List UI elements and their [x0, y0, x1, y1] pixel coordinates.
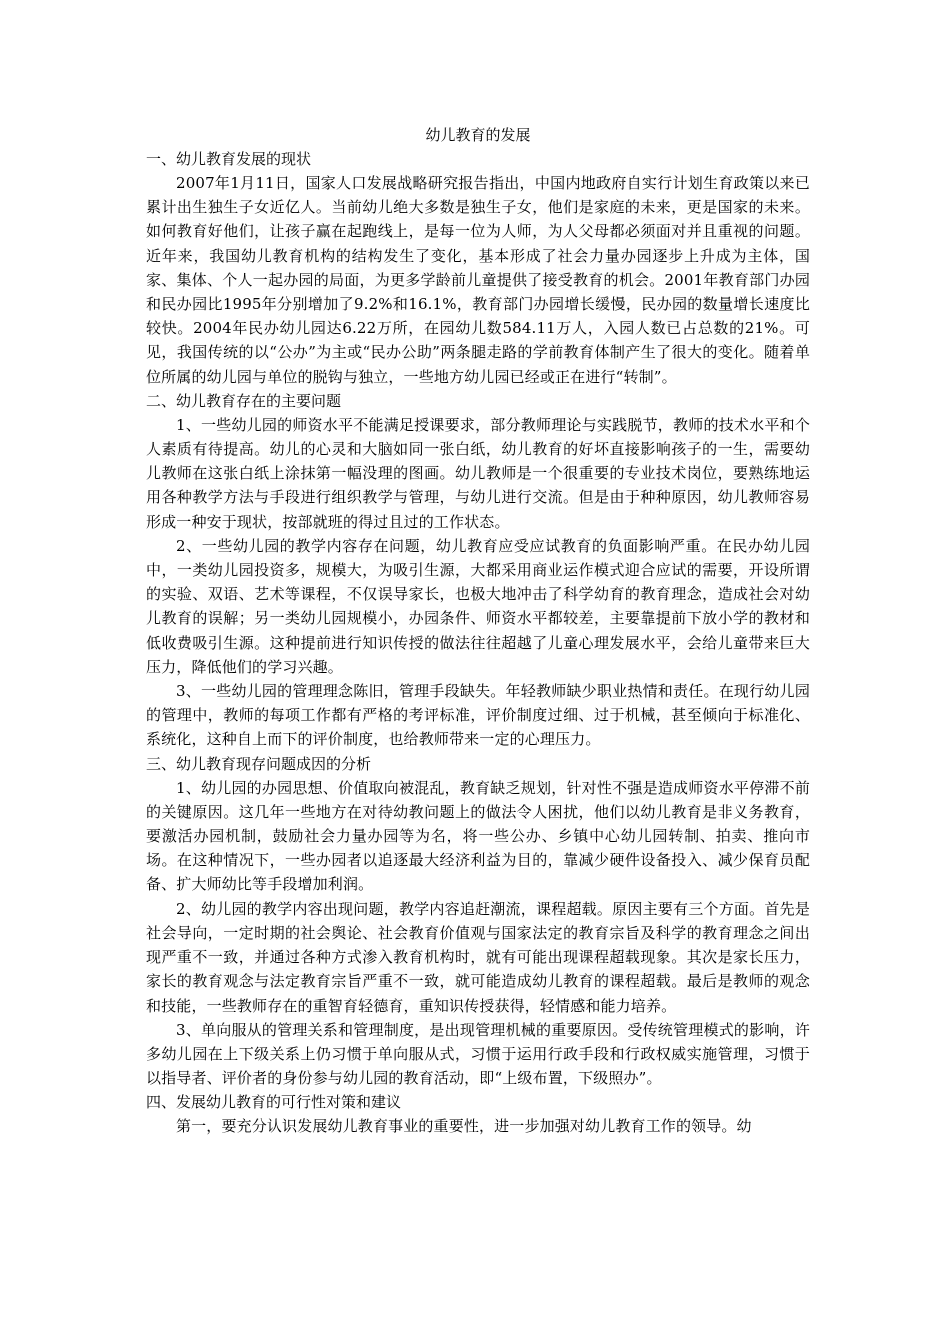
document-page [146, 123, 810, 1139]
section-heading: 一、幼儿教育发展的现状 [146, 150, 312, 168]
paragraph: 2、幼儿园的教学内容出现问题，教学内容追赶潮流，课程超载。原因主要有三个方面。首先是社会导向，一定时期的社会舆论、社会教育价值观与国家法定的教育宗旨及科学的教育理念之间出现严重不一致，并通过各种方式渗入教育机构时，就有可能出现课程超载现象。其次是家长压力，家长的教育观念与法定教育宗旨严重不一致，就可能造成幼儿教育的课程超载。最后是教师的观念和技能，一些教师存在的重智育轻德育，重知识传授获得，轻情感和能力培养。 [146, 899, 810, 1015]
paragraph: 3、一些幼儿园的管理理念陈旧，管理手段缺失。年轻教师缺少职业热情和责任。在现行幼儿园的管理中，教师的每项工作都有严格的考评标准，评价制度过细、过于机械，甚至倾向于标准化、系统化，这种自上而下的评价制度，也给教师带来一定的心理压力。 [146, 682, 810, 749]
section-heading: 四、发展幼儿教育的可行性对策和建议 [146, 1093, 402, 1112]
paragraph: 第一，要充分认识发展幼儿教育事业的重要性，进一步加强对幼儿教育工作的领导。幼 [176, 1117, 752, 1136]
paragraph: 1、幼儿园的办园思想、价值取向被混乱，教育缺乏规划，针对性不强是造成师资水平停滞不前的关键原因。这几年一些地方在对待幼教问题上的做法令人困扰，他们以幼儿教育是非义务教育，要激活办园机制，鼓励社会力量办园等为名，将一些公办、乡镇中心幼儿园转制、拍卖、推向市场。在这种情况下，一些办园者以追逐最大经济利益为目的，靠减少硬件设备投入、减少保育员配备、扩大师幼比等手段增加利润。 [146, 778, 810, 894]
paragraph: 3、单向服从的管理关系和管理制度，是出现管理机械的重要原因。受传统管理模式的影响，许多幼儿园在上下级关系上仍习惯于单向服从式，习惯于运用行政手段和行政权威实施管理，习惯于以指导者、评价者的身份参与幼儿园的教育活动，即“上级布置，下级照办”。 [146, 1020, 810, 1088]
document-title: 幼儿教育的发展 [425, 126, 531, 144]
section-heading: 三、幼儿教育现存问题成因的分析 [146, 754, 372, 773]
section-heading: 二、幼儿教育存在的主要问题 [146, 391, 342, 410]
section-1 [146, 147, 810, 389]
section-3 [146, 752, 810, 1091]
paragraph: 2、一些幼儿园的教学内容存在问题，幼儿教育应受应试教育的负面影响严重。在民办幼儿园中，一类幼儿园投资多，规模大，为吸引生源，大都采用商业运作模式迎合应试的需要，开设所谓的实验、双语、艺术等课程，不仅误导家长，也极大地冲击了科学幼育的教育理念，造成社会对幼儿教育的误解；另一类幼儿园规模小，办园条件、师资水平都较差，主要靠提前下放小学的教材和低收费吸引生源。这种提前进行知识传授的做法往往超越了儿童心理发展水平，会给儿童带来巨大压力，降低他们的学习兴趣。 [146, 536, 810, 676]
section-4 [146, 1090, 810, 1138]
section-2 [146, 389, 810, 752]
paragraph: 2007年1月11日，国家人口发展战略研究报告指出，中国内地政府自实行计划生育政策以来已累计出生独生子女近亿人。当前幼儿绝大多数是独生子女，他们是家庭的未来，更是国家的未来。如何教育好他们，让孩子赢在起跑线上，是每一位为人师，为人父母都必须面对并且重视的问题。近年来，我国幼儿教育机构的结构发生了变化，基本形成了社会力量办园逐步上升成为主体，国家、集体、个人一起办园的局面，为更多学龄前儿童提供了接受教育的机会。2001年教育部门办园和民办园比1995年分别增加了9.2%和16.1%，教育部门办园增长缓慢，民办园的数量增长速度比较快。2004年民办幼儿园达6.22万所，在园幼儿数584.11万人，入园人数已占总数的21%。可见，我国传统的以“公办”为主或“民办公助”两条腿走路的学前教育体制产生了很大的变化。随着单位所属的幼儿园与单位的脱钩与独立，一些地方幼儿园已经或正在进行“转制”。 [146, 174, 810, 386]
paragraph: 1、一些幼儿园的师资水平不能满足授课要求，部分教师理论与实践脱节，教师的技术水平和个人素质有待提高。幼儿的心灵和大脑如同一张白纸，幼儿教育的好坏直接影响孩子的一生，需要幼儿教师在这张白纸上涂抹第一幅没理的图画。幼儿教师是一个很重要的专业技术岗位，要熟练地运用各种教学方法与手段进行组织教学与管理，与幼儿进行交流。但是由于种种原因，幼儿教师容易形成一种安于现状，按部就班的得过且过的工作状态。 [146, 415, 810, 531]
